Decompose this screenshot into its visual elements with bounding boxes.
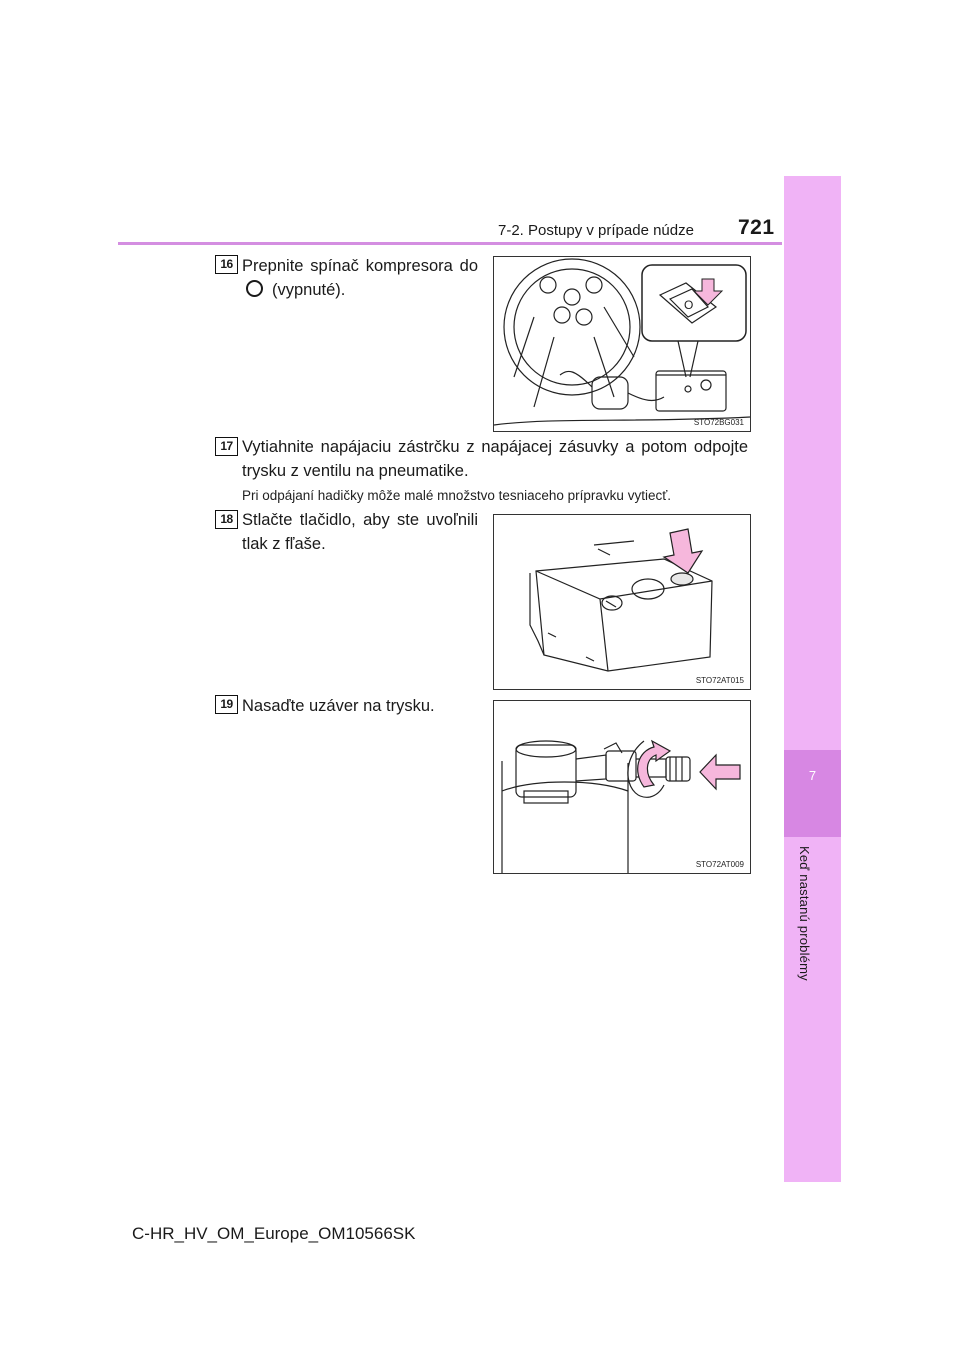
compressor-button-illustration	[494, 515, 750, 689]
figure-nozzle-cap	[493, 700, 751, 874]
off-circle-icon	[246, 280, 263, 297]
step-18-line-2: tlak z fľaše.	[242, 535, 326, 553]
step-number-17: 17	[215, 437, 238, 456]
step-16-line-2	[242, 277, 345, 304]
section-title: 7-2. Postupy v prípade núdze	[498, 222, 694, 239]
step-number-16: 16	[215, 255, 238, 274]
svg-text:O: O	[684, 298, 694, 312]
figure-code: STO72AT015	[695, 676, 744, 685]
figure-code: STO72BG031	[693, 418, 744, 427]
step-17-note: Pri odpájaní hadičky môže malé množstvo tesniaceho prípravku vytiecť.	[242, 488, 672, 503]
step-17-line-2: trysku z ventilu na pneumatike.	[242, 462, 469, 480]
compressor-switch-illustration	[494, 257, 750, 431]
nozzle-cap-illustration	[494, 701, 750, 873]
document-id: C-HR_HV_OM_Europe_OM10566SK	[132, 1224, 416, 1243]
chapter-side-tab	[784, 176, 841, 1182]
chapter-title: Keď nastanú problémy	[797, 846, 812, 981]
step-18-line-1: Stlačte tlačidlo, aby ste uvoľnili	[242, 511, 478, 529]
chapter-number: 7	[808, 768, 817, 783]
figure-pressure-release-button	[493, 514, 751, 690]
chapter-number-tab	[784, 750, 841, 837]
figure-compressor-switch	[493, 256, 751, 432]
step-number-19: 19	[215, 695, 238, 714]
step-17-line-1: Vytiahnite napájaciu zástrčku z napájacej zásuvky a potom odpojte	[242, 438, 748, 456]
figure-code: STO72AT009	[695, 860, 744, 869]
step-number-18: 18	[215, 510, 238, 529]
page-number: 721	[738, 216, 775, 239]
step-16-line-1: Prepnite spínač kompresora do	[242, 257, 478, 275]
step-16-line-2-text: (vypnuté).	[272, 281, 346, 299]
header-rule	[118, 242, 782, 245]
step-19-line-1: Nasaďte uzáver na trysku.	[242, 697, 435, 715]
